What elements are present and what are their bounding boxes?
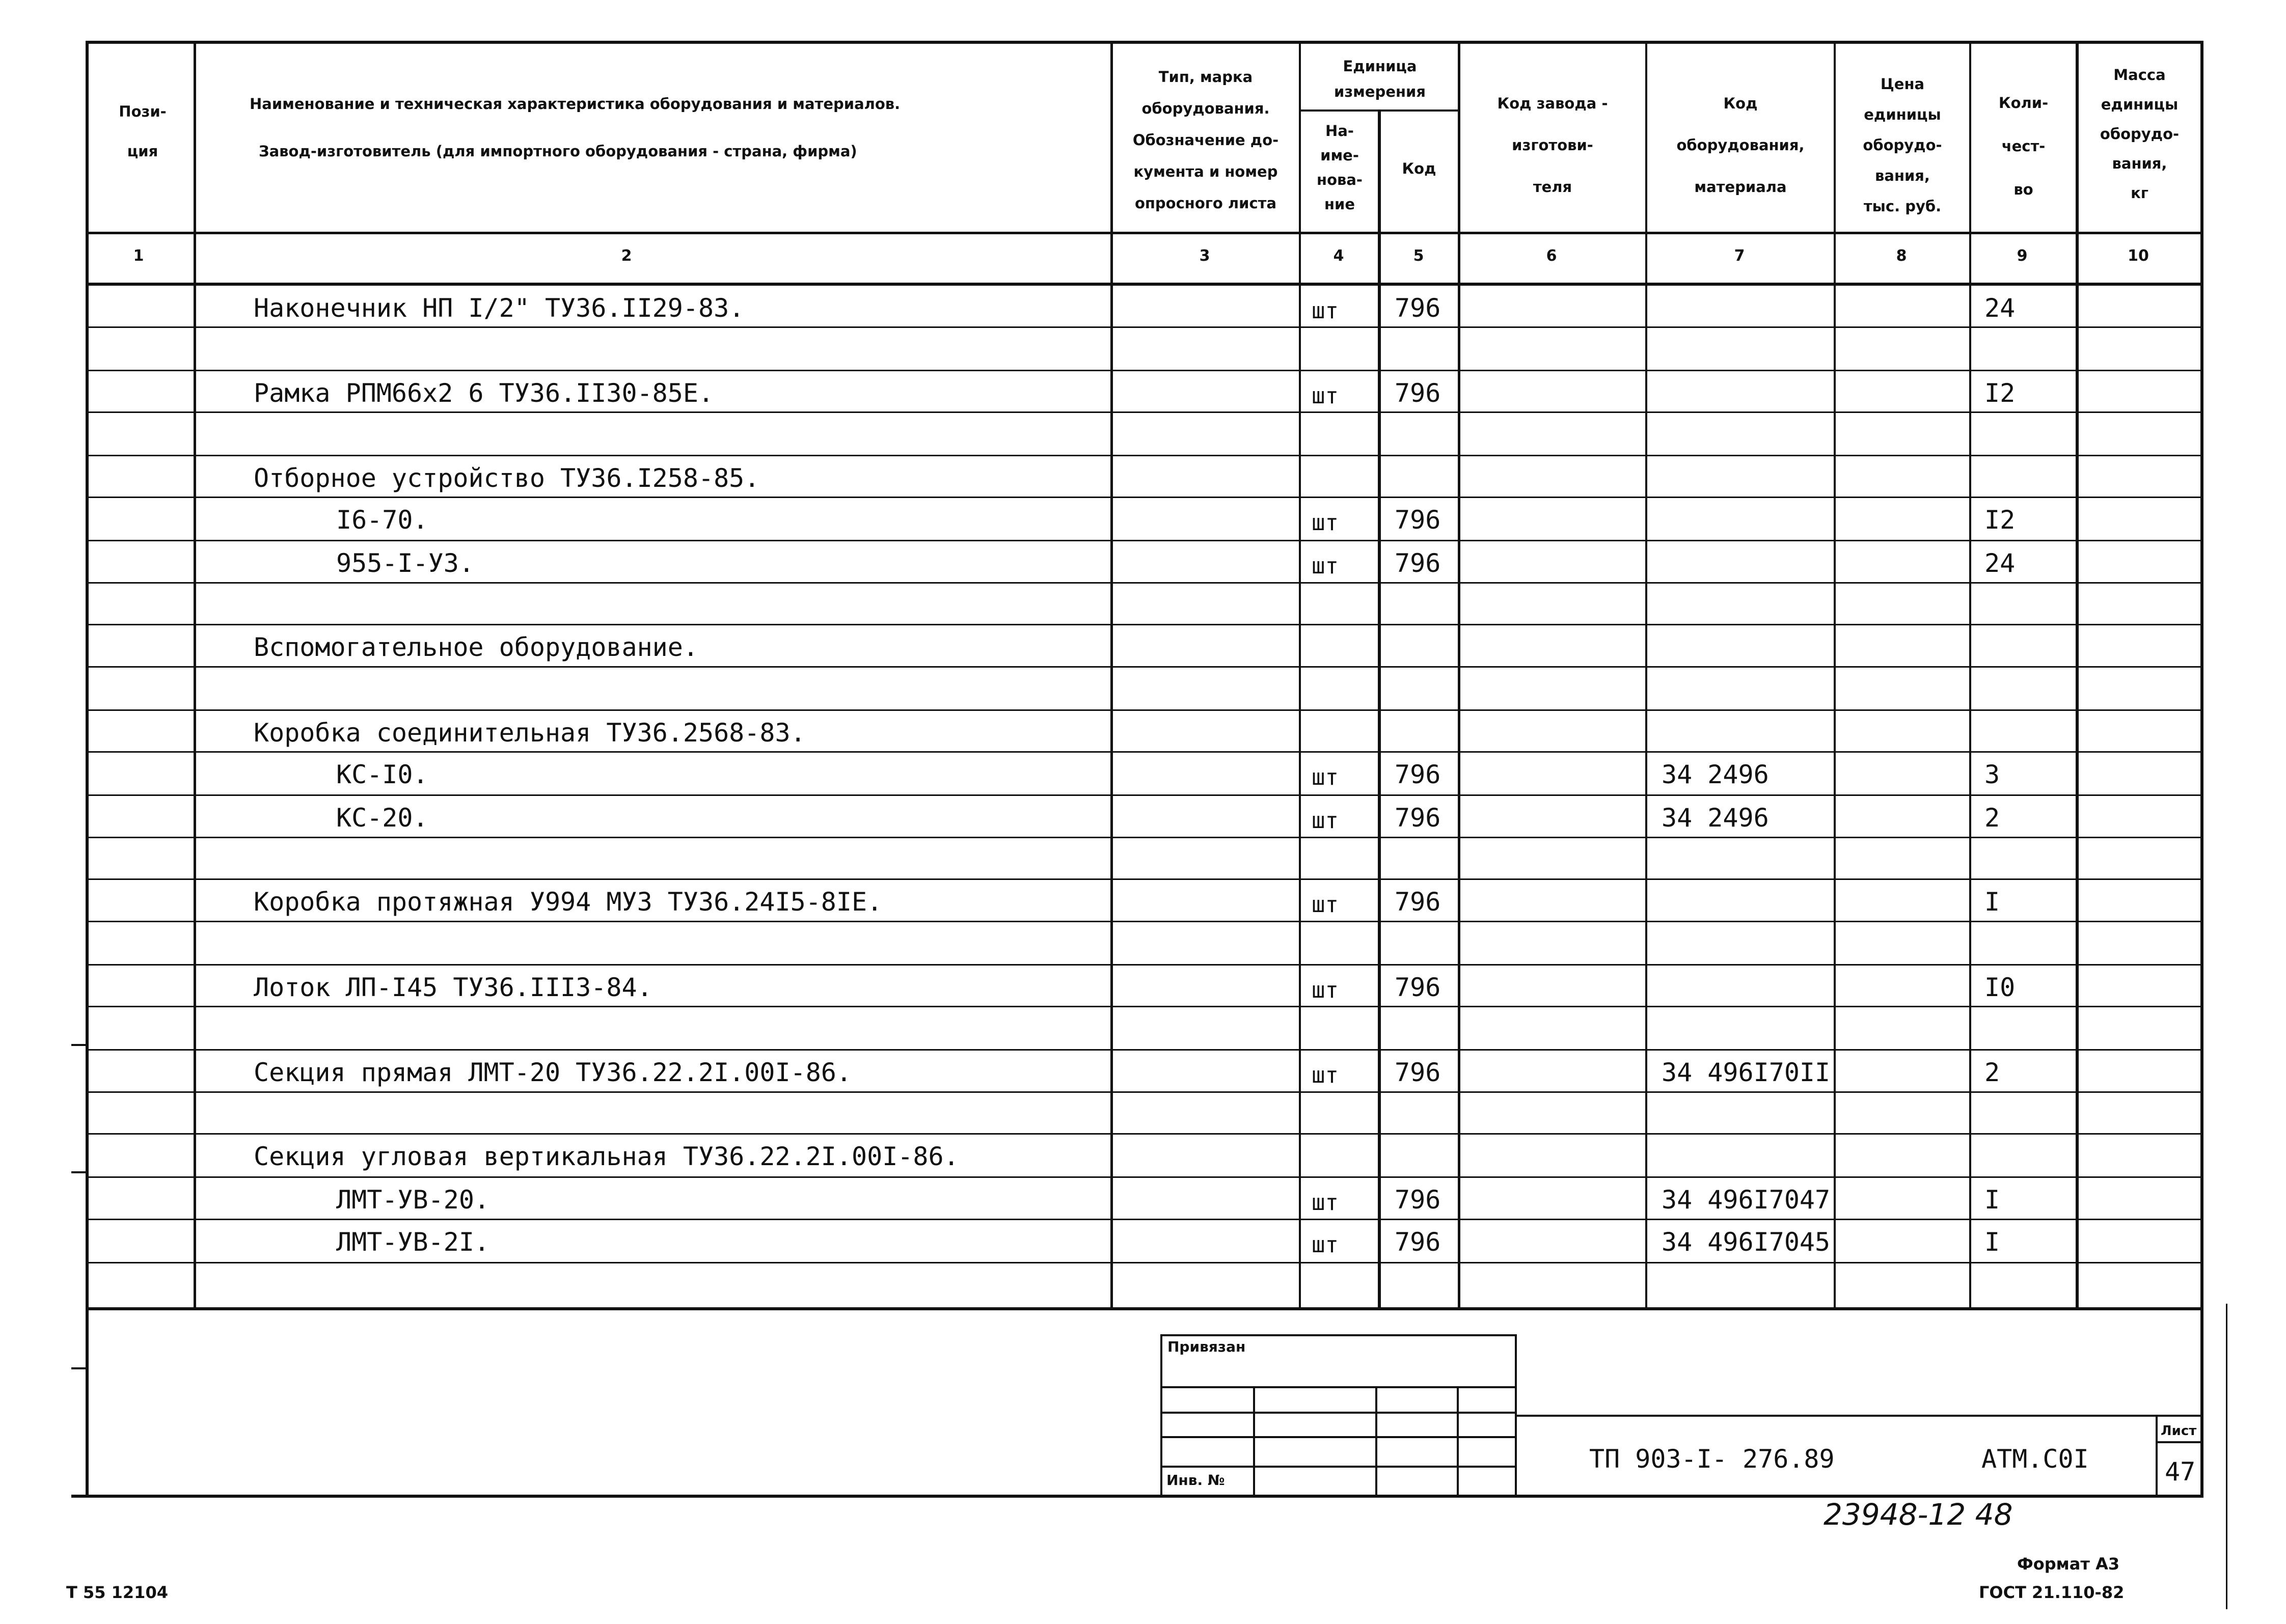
row-material-code: 34 496I70II — [1662, 1058, 1831, 1087]
header-quantity: Коли- чест- во — [1998, 94, 2049, 198]
table-row — [0, 752, 2286, 795]
row-unit-name: шт — [1312, 553, 1339, 579]
table-row — [0, 456, 2286, 499]
header-unit-code: Код — [1402, 160, 1436, 177]
table-row — [0, 371, 2286, 414]
row-name: Коробка протяжная У994 МУ3 ТУ36.24I5-8IЕ. — [254, 887, 883, 917]
row-name: ЛМТ-УВ-2I. — [336, 1227, 490, 1257]
row-name: Лоток ЛП-I45 ТУ36.III3-84. — [254, 973, 652, 1002]
row-unit-name: шт — [1312, 1062, 1339, 1088]
table-row — [0, 1050, 2286, 1093]
header-unit-group: Единица измерения — [1334, 58, 1426, 100]
row-unit-name: шт — [1312, 892, 1339, 918]
row-unit-name: шт — [1312, 1190, 1339, 1216]
table-row — [0, 1263, 2286, 1306]
table-row — [0, 922, 2286, 965]
table-row — [0, 838, 2286, 880]
sheet-label: Лист — [2161, 1423, 2197, 1439]
row-name: Секция прямая ЛМТ-20 ТУ36.22.2I.00I-86. — [254, 1058, 852, 1087]
row-material-code: 34 2496 — [1662, 760, 1769, 789]
row-quantity: 2 — [1984, 803, 2000, 833]
row-unit-name: шт — [1312, 510, 1339, 536]
header-price: Цена единицы оборудо- вания, тыс. руб. — [1863, 75, 1942, 215]
row-name: Рамка РПМ66х2 6 ТУ36.II30-85Е. — [254, 378, 714, 408]
row-quantity: 24 — [1984, 548, 2016, 578]
table-row — [0, 327, 2286, 370]
table-row — [0, 1134, 2286, 1177]
table-row — [0, 583, 2286, 626]
table-row — [0, 795, 2286, 838]
row-unit-name: шт — [1312, 977, 1339, 1003]
row-unit-name: шт — [1312, 298, 1339, 324]
print-code: Т 55 12104 — [66, 1583, 168, 1602]
format-label: Формат А3 — [2017, 1554, 2120, 1574]
row-unit-code: 796 — [1395, 760, 1441, 789]
gost-label: ГОСТ 21.110-82 — [1979, 1583, 2125, 1602]
table-row — [0, 710, 2286, 753]
row-quantity: 3 — [1984, 760, 2000, 789]
header-mass: Масса единицы оборудо- вания, кг — [2100, 66, 2180, 202]
table-row — [0, 1007, 2286, 1050]
column-number: 5 — [1413, 247, 1424, 265]
document-number: ТП 903-I- 276.89 — [1589, 1444, 1835, 1474]
table-row — [0, 286, 2286, 328]
column-number: 1 — [133, 247, 144, 265]
row-unit-code: 796 — [1395, 803, 1441, 833]
table-row — [0, 625, 2286, 668]
table-row — [0, 541, 2286, 584]
row-unit-name: шт — [1312, 1232, 1339, 1258]
table-row — [0, 412, 2286, 455]
row-quantity: 24 — [1984, 293, 2016, 323]
table-row — [0, 498, 2286, 540]
row-name: I6-70. — [336, 505, 428, 535]
row-quantity: I0 — [1984, 973, 2016, 1002]
table-row — [0, 1177, 2286, 1220]
header-name-line1: Наименование и техническая характеристика оборудования и материалов. — [250, 95, 901, 113]
sheet-number: 47 — [2165, 1457, 2196, 1487]
row-unit-code: 796 — [1395, 505, 1441, 535]
table-row — [0, 1220, 2286, 1262]
row-quantity: 2 — [1984, 1058, 2000, 1087]
row-quantity: I2 — [1984, 505, 2016, 535]
row-material-code: 34 496I7047 — [1662, 1185, 1831, 1215]
header-unit-name: На- име- нова- ние — [1317, 122, 1363, 213]
row-name: Секция угловая вертикальная ТУ36.22.2I.00I-86. — [254, 1142, 959, 1171]
column-number: 6 — [1546, 247, 1557, 265]
row-name: Вспомогательное оборудование. — [254, 632, 698, 662]
column-number: 10 — [2128, 247, 2149, 265]
header-type: Тип, марка оборудования. Обозначение до- кумента и номер опросного листа — [1132, 68, 1279, 212]
row-unit-name: шт — [1312, 808, 1339, 834]
column-number: 2 — [621, 247, 632, 265]
column-number: 3 — [1199, 247, 1210, 265]
row-name: ЛМТ-УВ-20. — [336, 1185, 490, 1215]
row-unit-code: 796 — [1395, 887, 1441, 917]
table-row — [0, 879, 2286, 922]
column-number: 4 — [1333, 247, 1344, 265]
handwritten-number: 23948-12 48 — [1824, 1497, 2013, 1532]
row-quantity: I — [1984, 1185, 2000, 1215]
row-unit-code: 796 — [1395, 1058, 1441, 1087]
header-position: Пози- ция — [119, 103, 167, 160]
header-material-code: Код оборудования, материала — [1676, 95, 1805, 196]
row-unit-code: 796 — [1395, 293, 1441, 323]
table-row — [0, 667, 2286, 710]
column-number: 8 — [1896, 247, 1907, 265]
row-quantity: I2 — [1984, 378, 2016, 408]
row-name: 955-I-У3. — [336, 548, 474, 578]
row-unit-name: шт — [1312, 764, 1339, 790]
row-quantity: I — [1984, 1227, 2000, 1257]
stamp-privyazan: Привязан — [1167, 1338, 1246, 1355]
row-name: Наконечник НП I/2" ТУ36.II29-83. — [254, 293, 745, 323]
row-unit-name: шт — [1312, 383, 1339, 409]
row-name: КС-20. — [336, 803, 428, 833]
row-name: КС-I0. — [336, 760, 428, 789]
row-unit-code: 796 — [1395, 973, 1441, 1002]
column-number: 9 — [2017, 247, 2028, 265]
table-row — [0, 965, 2286, 1008]
row-material-code: 34 496I7045 — [1662, 1227, 1831, 1257]
row-unit-code: 796 — [1395, 1185, 1441, 1215]
row-unit-code: 796 — [1395, 378, 1441, 408]
stamp-inv-number: Инв. № — [1166, 1472, 1225, 1489]
row-name: Коробка соединительная ТУ36.2568-83. — [254, 718, 806, 748]
document-code: АТМ.С0I — [1981, 1444, 2089, 1474]
row-name: Отборное устройство ТУ36.I258-85. — [254, 463, 760, 493]
row-quantity: I — [1984, 887, 2000, 917]
row-material-code: 34 2496 — [1662, 803, 1769, 833]
row-unit-code: 796 — [1395, 548, 1441, 578]
table-row — [0, 1092, 2286, 1135]
header-name-line2: Завод-изготовитель (для импортного оборудования - страна, фирма) — [259, 143, 857, 160]
row-unit-code: 796 — [1395, 1227, 1441, 1257]
column-number: 7 — [1734, 247, 1745, 265]
header-factory-code: Код завода - изготови- теля — [1497, 95, 1608, 196]
